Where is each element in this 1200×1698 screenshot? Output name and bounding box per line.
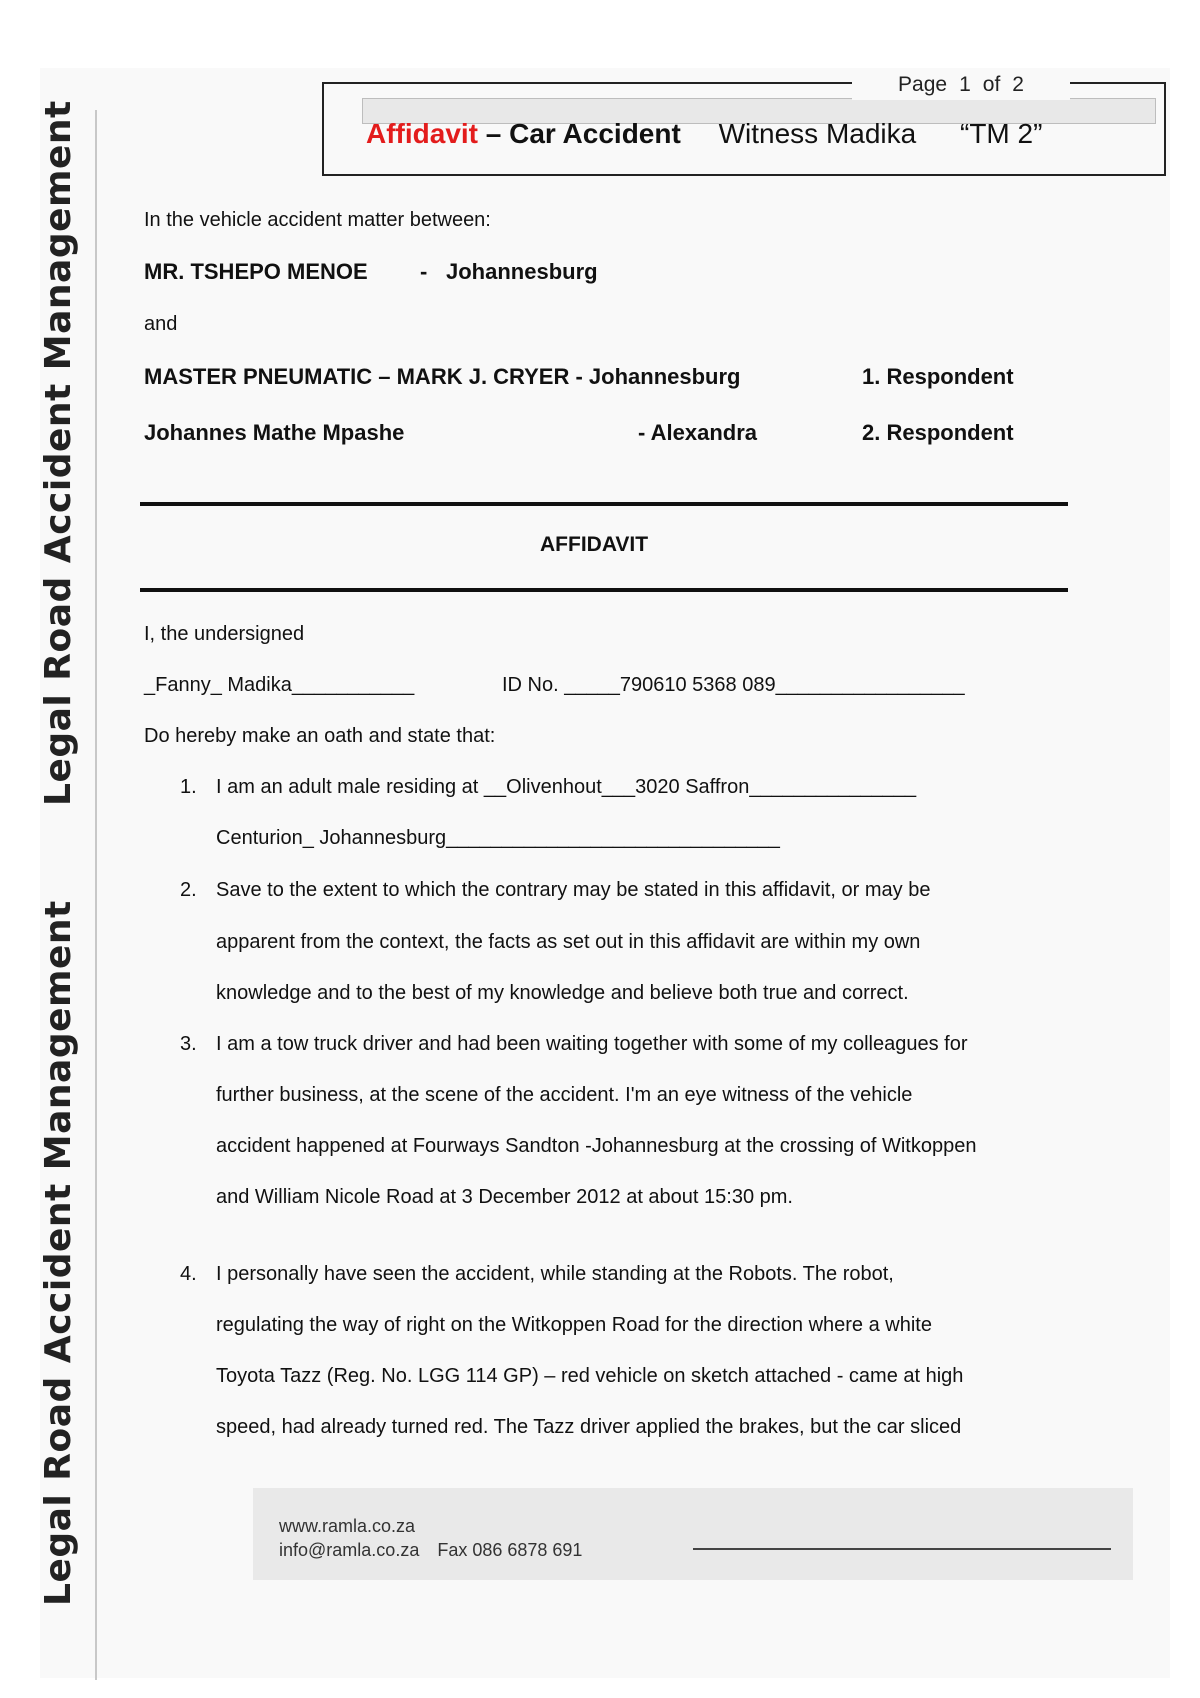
sidebar-brand-lower: Legal Road Accident Management (38, 900, 79, 1606)
footer-contact (279, 1540, 582, 1561)
undersigned-text: I, the undersigned (144, 623, 305, 645)
footer-website: www.ramla.co.za (279, 1516, 416, 1536)
item-line: I personally have seen the accident, while standing at the Robots. The robot, (216, 1263, 894, 1285)
footer-signature-line (693, 1548, 1111, 1550)
party3-name: Johannes Mathe Mpashe (144, 420, 405, 445)
party3-city: - Alexandra (638, 420, 758, 445)
page-total: 2 (1012, 73, 1024, 96)
rule-bottom (140, 588, 1068, 592)
intro-text: In the vehicle accident matter between: (144, 209, 491, 231)
title-ref: “TM 2” (960, 118, 1043, 149)
oath-text: Do hereby make an oath and state that: (144, 725, 496, 747)
party3-role: 2. Respondent (862, 420, 1014, 445)
title-car-accident: – Car Accident (478, 118, 681, 149)
page-counter (852, 70, 1070, 100)
party1-name: MR. TSHEPO MENOE (144, 259, 368, 284)
affidavit-heading: AFFIDAVIT (540, 533, 649, 556)
party1-city: Johannesburg (446, 259, 598, 284)
item-number: 1. (180, 776, 197, 798)
page-word: Page (898, 73, 948, 96)
document-title (366, 118, 1042, 150)
footer-fax: Fax 086 6878 691 (437, 1540, 583, 1560)
footer-bar (253, 1488, 1133, 1580)
title-witness: Witness Madika (718, 118, 917, 149)
item-line: accident happened at Fourways Sandton -Johannesburg at the crossing of Witkoppen (216, 1135, 977, 1157)
item-line: apparent from the context, the facts as set out in this affidavit are within my own (216, 931, 921, 953)
id-line: ID No. _____790610 5368 089_________________ (502, 674, 965, 696)
item-line: further business, at the scene of the accident. I'm an eye witness of the vehicle (216, 1084, 913, 1106)
item-number: 2. (180, 879, 197, 901)
item-line: regulating the way of right on the Witkoppen Road for the direction where a white (216, 1314, 932, 1336)
name-line: _Fanny_ Madika___________ (144, 674, 415, 696)
party2-role: 1. Respondent (862, 364, 1014, 389)
item-line: knowledge and to the best of my knowledge and believe both true and correct. (216, 982, 909, 1004)
title-affidavit: Affidavit (366, 118, 478, 149)
item-number: 3. (180, 1033, 197, 1055)
item-line: Toyota Tazz (Reg. No. LGG 114 GP) – red vehicle on sketch attached - came at high (216, 1365, 964, 1387)
and-text: and (144, 313, 178, 335)
rule-top (140, 502, 1068, 506)
item-number: 4. (180, 1263, 197, 1285)
item-line: Centurion_ Johannesburg______________________________ (216, 827, 780, 849)
page-current: 1 (959, 73, 971, 96)
item-line: Save to the extent to which the contrary may be stated in this affidavit, or may be (216, 879, 931, 901)
item-line: I am an adult male residing at __Olivenhout___3020 Saffron_______________ (216, 776, 917, 798)
sidebar-brand-upper: Legal Road Accident Management (38, 100, 79, 806)
item-line: speed, had already turned red. The Tazz driver applied the brakes, but the car sliced (216, 1416, 962, 1438)
page-of: of (982, 73, 1001, 96)
party1-dash: - (420, 259, 428, 284)
party2-name: MASTER PNEUMATIC – MARK J. CRYER - Johannesburg (144, 364, 741, 389)
item-line: I am a tow truck driver and had been waiting together with some of my colleagues for (216, 1033, 968, 1055)
item-line: and William Nicole Road at 3 December 2012 at about 15:30 pm. (216, 1186, 793, 1208)
footer-email: info@ramla.co.za (279, 1540, 420, 1560)
sidebar-divider (95, 110, 97, 1680)
